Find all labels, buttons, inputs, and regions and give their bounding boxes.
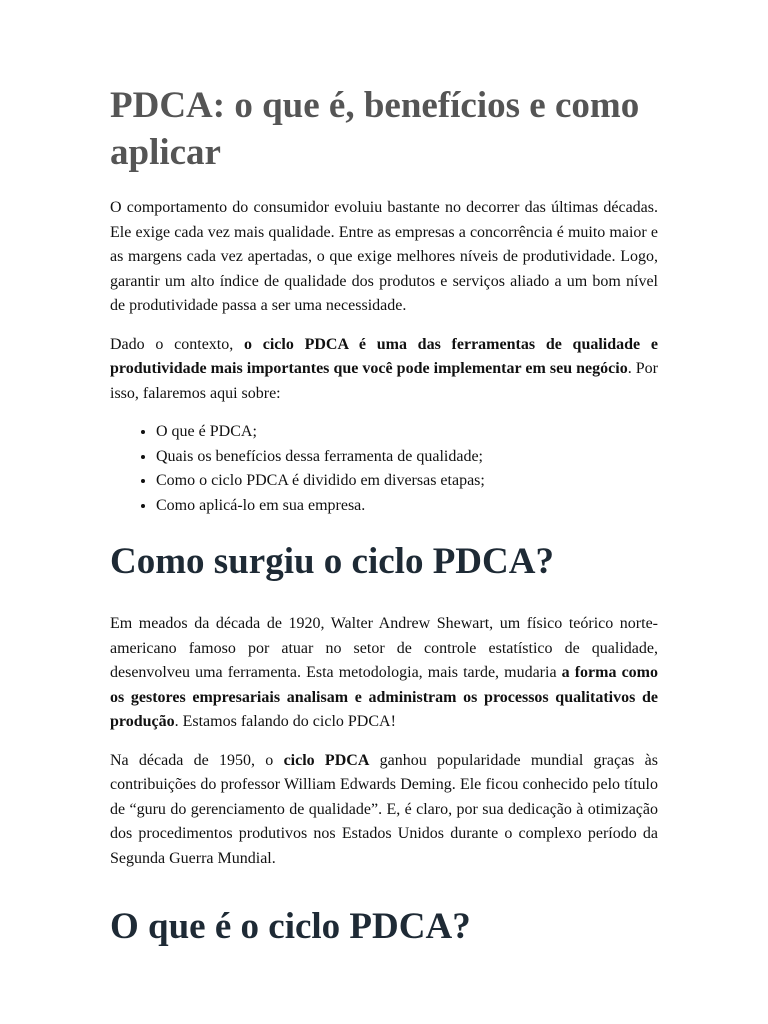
list-item: • Como aplicá-lo em sua empresa. bbox=[156, 494, 658, 519]
origin-text-end: . Estamos falando do ciclo PDCA! bbox=[174, 713, 396, 730]
topics-list bbox=[110, 420, 658, 518]
context-text-end: . Por isso, falaremos aqui sobre: bbox=[110, 360, 659, 402]
origin-text-start: Em meados da década de 1920, Walter Andrew Shewart, um físico teórico norte-americano famoso por atuar no setor de controle estatístico de qualidade, desenvolveu uma ferramenta. Esta metodologia, mais tarde, mudaria bbox=[110, 615, 658, 681]
deming-paragraph bbox=[110, 749, 658, 872]
origin-highlight: a forma como os gestores empresariais analisam e administram os processos qualitativos de produção bbox=[110, 664, 658, 730]
intro-paragraph: O comportamento do consumidor evoluiu bastante no decorrer das últimas décadas. Ele exige cada vez mais qualidade. Entre as empresas a concorrência é muito maior e as margens cada vez apertadas, o que exige melhores níveis de produtividade. Logo, garantir um alto índice de qualidade dos produtos e serviços aliado a um bom nível de produtividade passa a ser uma necessidade. bbox=[110, 199, 658, 314]
deming-highlight: ciclo PDCA bbox=[283, 751, 370, 769]
list-item: • Como o ciclo PDCA é dividido em diversas etapas; bbox=[156, 469, 658, 494]
section-heading-origin: Como surgiu o ciclo PDCA? bbox=[110, 541, 554, 582]
deming-text-end: ganhou popularidade mundial graças às contribuições do professor William Edwards Deming. Ele ficou conhecido pelo título de “guru do gerenciamento de qualidade”. E, é claro, por sua dedicação à otimização dos procedimentos produtivos nos Estados Unidos durante o complexo período da Segunda Guerra Mundial. bbox=[110, 751, 659, 867]
context-highlight: o ciclo PDCA é uma das ferramentas de qualidade e produtividade mais importantes que você pode implementar em seu negócio bbox=[110, 335, 658, 377]
context-paragraph bbox=[110, 333, 658, 407]
deming-text-start: Na década de 1950, o bbox=[110, 751, 284, 769]
list-item: • O que é PDCA; bbox=[156, 420, 658, 445]
context-text-start: Dado o contexto, bbox=[110, 335, 244, 353]
origin-paragraph bbox=[110, 612, 658, 735]
list-item: • Quais os benefícios dessa ferramenta de qualidade; bbox=[156, 445, 658, 470]
section-heading-what-is: O que é o ciclo PDCA? bbox=[110, 906, 471, 947]
page-title: PDCA: o que é, benefícios e como aplicar bbox=[110, 85, 640, 173]
